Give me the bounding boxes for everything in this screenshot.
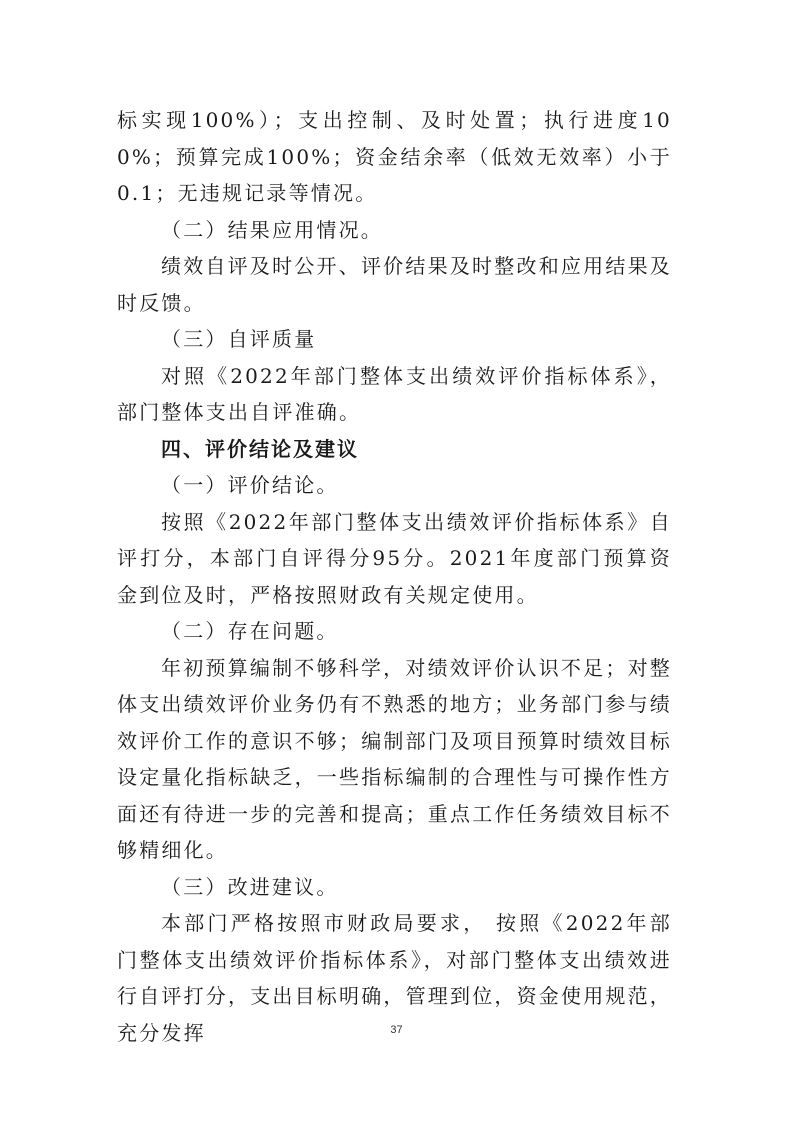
page-number: 37 — [390, 1024, 403, 1036]
paragraph-evaluation-conclusion: 按照《2022年部门整体支出绩效评价指标体系》自评打分，本部门自评得分95分。2021年度部门预算资金到位及时，严格按照财政有关规定使用。 — [117, 509, 672, 607]
subheading-self-evaluation-quality: （三）自评质量 — [161, 327, 317, 351]
subheading-result-application: （二）结果应用情况。 — [161, 217, 383, 242]
paragraph-result-application: 绩效自评及时公开、评价结果及时整改和应用结果及时反馈。 — [117, 254, 672, 315]
subheading-existing-problems: （二）存在问题。 — [161, 619, 339, 643]
document-body — [117, 102, 672, 1051]
paragraph-continued: 标实现100%）；支出控制、及时处置；执行进度100%；预算完成100%；资金结余率（低效无效率）小于0.1；无违规记录等情况。 — [117, 108, 672, 205]
section-heading-conclusion: 四、评价结论及建议 — [161, 436, 359, 461]
subheading-improvement-suggestions: （三）改进建议。 — [161, 874, 339, 899]
paragraph-existing-problems: 年初预算编制不够科学，对绩效评价认识不足；对整体支出绩效评价业务仍有不熟悉的地方；业务部门参与绩效评价工作的意识不够；编制部门及项目预算时绩效目标设定量化指标缺乏，一些指标编制的合理性与可操作性方面还有待进一步的完善和提高；重点工作任务绩效目标不够精细化。 — [117, 655, 672, 862]
paragraph-self-evaluation-quality: 对照《2022年部门整体支出绩效评价指标体系》，部门整体支出自评准确。 — [117, 363, 672, 424]
subheading-evaluation-conclusion: （一）评价结论。 — [161, 473, 339, 497]
paragraph-improvement-suggestions: 本部门严格按照市财政局要求， 按照《2022年部门整体支出绩效评价指标体系》，对部门整体支出绩效进行自评打分，支出目标明确，管理到位，资金使用规范，充分发挥 — [117, 911, 672, 1045]
